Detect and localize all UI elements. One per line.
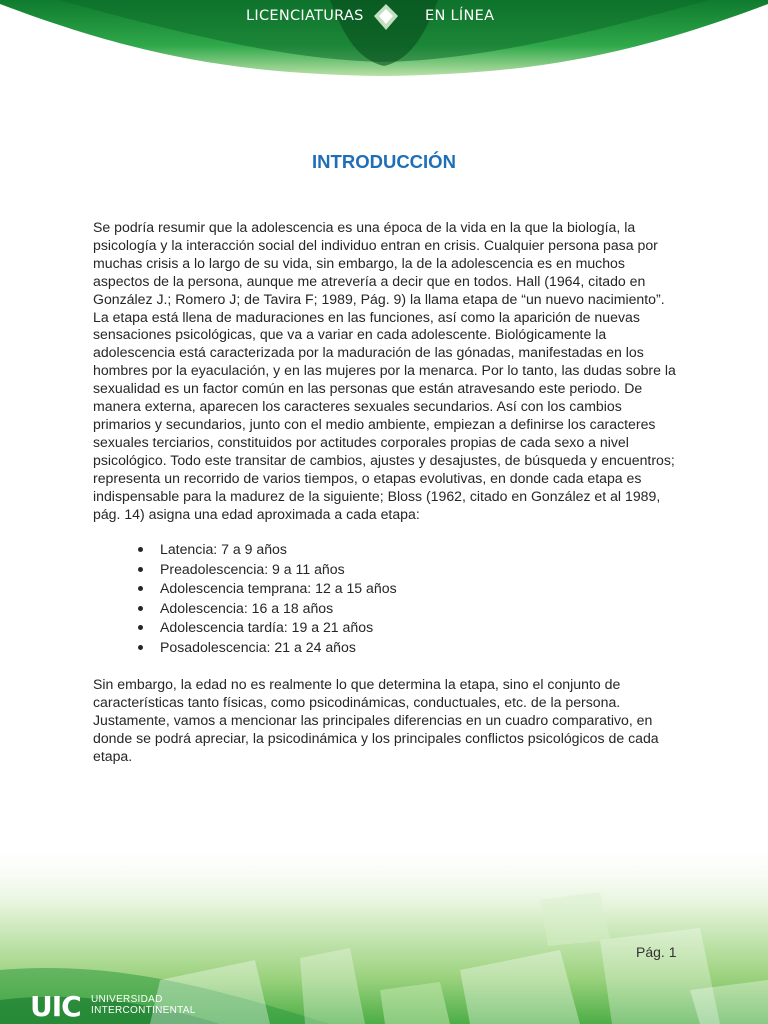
header-left-label: LICENCIATURAS <box>246 8 364 24</box>
list-item: Preadolescencia: 9 a 11 años <box>135 560 397 580</box>
uic-logo-line1: UNIVERSIDAD <box>91 994 163 1005</box>
list-item: Latencia: 7 a 9 años <box>135 540 397 560</box>
uic-logo-mark: UIC <box>30 990 81 1023</box>
list-item: Adolescencia: 16 a 18 años <box>135 599 397 619</box>
list-item: Adolescencia tardía: 19 a 21 años <box>135 618 397 638</box>
header-right-label: EN LÍNEA <box>425 8 495 24</box>
uic-logo-name <box>91 994 196 1016</box>
uic-logo-line2: INTERCONTINENTAL <box>91 1005 196 1016</box>
uic-logo <box>30 990 196 1023</box>
list-item: Posadolescencia: 21 a 24 años <box>135 638 397 658</box>
stages-list <box>135 540 397 657</box>
list-item: Adolescencia temprana: 12 a 15 años <box>135 579 397 599</box>
uic-star-icon <box>368 0 404 40</box>
page-title: INTRODUCCIÓN <box>312 151 456 172</box>
closing-paragraph: Sin embargo, la edad no es realmente lo que determina la etapa, sino el conjunto de características tanto físicas, como psicodinámicas, conductuales, etc. de la persona. Justamente, vamos a mencionar las principales diferencias en un cuadro comparativo, en donde se podrá apreciar, la psicodinámica y los principales conflictos psicológicos de cada etapa. <box>93 676 659 764</box>
intro-paragraph: Se podría resumir que la adolescencia es una época de la vida en la que la biología, la psicología y la interacción social del individuo entran en crisis. Cualquier persona pasa por muchas crisis a lo largo de su vida, sin embargo, la de la adolescencia es en muchos aspectos de la persona, aunque me atrevería a decir que en todos. Hall (1964, citado en González J.; Romero J; de Tavira F; 1989, Pág. 9) la llama etapa de “un nuevo nacimiento”. La etapa está llena de maduraciones en las funciones, así como la aparición de nuevas sensaciones psicológicas, que va a variar en cada adolescente. Biológicamente la adolescencia está caracterizada por la maduración de las gónadas, manifestadas en los hombres por la eyaculación, y en las mujeres por la menarca. Por lo tanto, las dudas sobre la sexualidad es un factor común en las personas que están atravesando este periodo. De manera externa, aparecen los caracteres sexuales secundarios. Así con los cambios primarios y secundarios, junto con el medio ambiente, empiezan a definirse los caracteres sexuales terciarios, constituidos por actitudes corporales propias de cada sexo a nivel psicológico. Todo este transitar de cambios, ajustes y desajustes, de búsqueda y encuentros; representa un recorrido de varios tiempos, o etapas evolutivas, en donde cada etapa es indispensable para la madurez de la siguiente; Bloss (1962, citado en González et al 1989, pág. 14) asigna una edad aproximada a cada etapa: <box>93 219 676 522</box>
page-number: Pág. 1 <box>636 944 677 960</box>
